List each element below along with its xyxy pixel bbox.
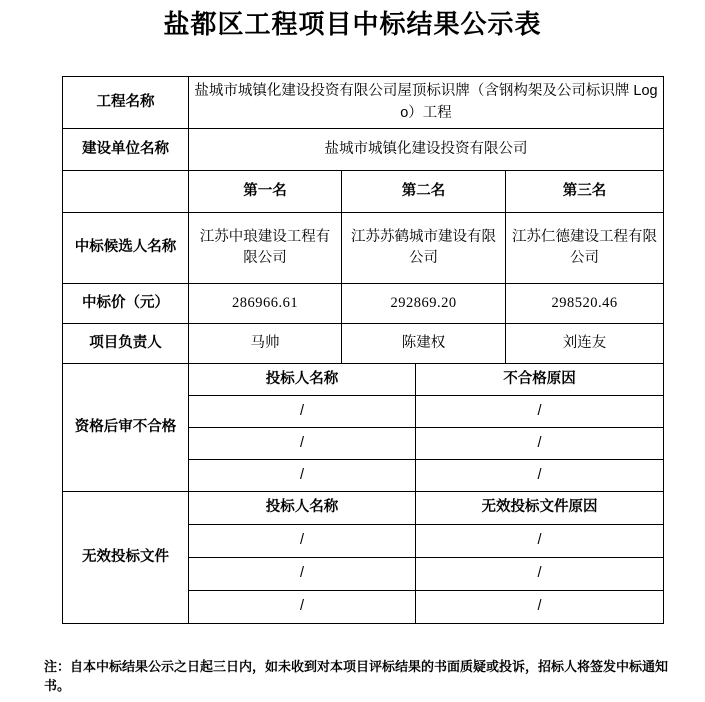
candidate-2: 江苏苏鹤城市建设有限公司 [342, 213, 506, 284]
managers-row [63, 324, 664, 364]
managers-label: 项目负责人 [63, 324, 189, 364]
invalid-reason-1: / [416, 525, 664, 558]
owner-value: 盐城市城镇化建设投资有限公司 [189, 129, 664, 171]
invalid-reason-header: 无效投标文件原因 [416, 492, 664, 525]
rank-1-header: 第一名 [189, 171, 342, 213]
invalid-reason-3: / [416, 591, 664, 624]
candidates-label: 中标候选人名称 [63, 213, 189, 284]
rank-2-header: 第二名 [342, 171, 506, 213]
qual-reason-header: 不合格原因 [416, 364, 664, 396]
price-1: 286966.61 [189, 284, 342, 324]
invalid-docs-section-label: 无效投标文件 [63, 492, 189, 624]
qualification-section-label: 资格后审不合格 [63, 364, 189, 492]
qual-bidder-1: / [189, 396, 416, 428]
invalid-reason-2: / [416, 558, 664, 591]
manager-1: 马帅 [189, 324, 342, 364]
qual-bidder-3: / [189, 460, 416, 492]
qual-reason-1: / [416, 396, 664, 428]
candidates-row [63, 213, 664, 284]
price-3: 298520.46 [506, 284, 664, 324]
invalid-docs-header-row [63, 492, 664, 525]
invalid-bidder-3: / [189, 591, 416, 624]
bid-result-table [62, 76, 664, 624]
qualification-header-row [63, 364, 664, 396]
project-name-value: 盐城市城镇化建设投资有限公司屋顶标识牌（含钢构架及公司标识牌 Logo）工程 [189, 77, 664, 129]
rank-header-spacer [63, 171, 189, 213]
invalid-bidder-name-header: 投标人名称 [189, 492, 416, 525]
qual-bidder-name-header: 投标人名称 [189, 364, 416, 396]
prices-row [63, 284, 664, 324]
project-name-row [63, 77, 664, 129]
manager-3: 刘连友 [506, 324, 664, 364]
manager-2: 陈建权 [342, 324, 506, 364]
project-name-label: 工程名称 [63, 77, 189, 129]
owner-row [63, 129, 664, 171]
prices-label: 中标价（元） [63, 284, 189, 324]
footer-note: 注：自本中标结果公示之日起三日内，如未收到对本项目评标结果的书面质疑或投诉，招标人将签发中标通知书。 [44, 659, 669, 693]
qual-reason-3: / [416, 460, 664, 492]
invalid-bidder-1: / [189, 525, 416, 558]
invalid-bidder-2: / [189, 558, 416, 591]
candidate-3: 江苏仁德建设工程有限公司 [506, 213, 664, 284]
qual-reason-2: / [416, 428, 664, 460]
page-title: 盐都区工程项目中标结果公示表 [163, 10, 542, 39]
rank-3-header: 第三名 [506, 171, 664, 213]
price-2: 292869.20 [342, 284, 506, 324]
candidate-1: 江苏中琅建设工程有限公司 [189, 213, 342, 284]
qual-bidder-2: / [189, 428, 416, 460]
owner-label: 建设单位名称 [63, 129, 189, 171]
rank-header-row [63, 171, 664, 213]
